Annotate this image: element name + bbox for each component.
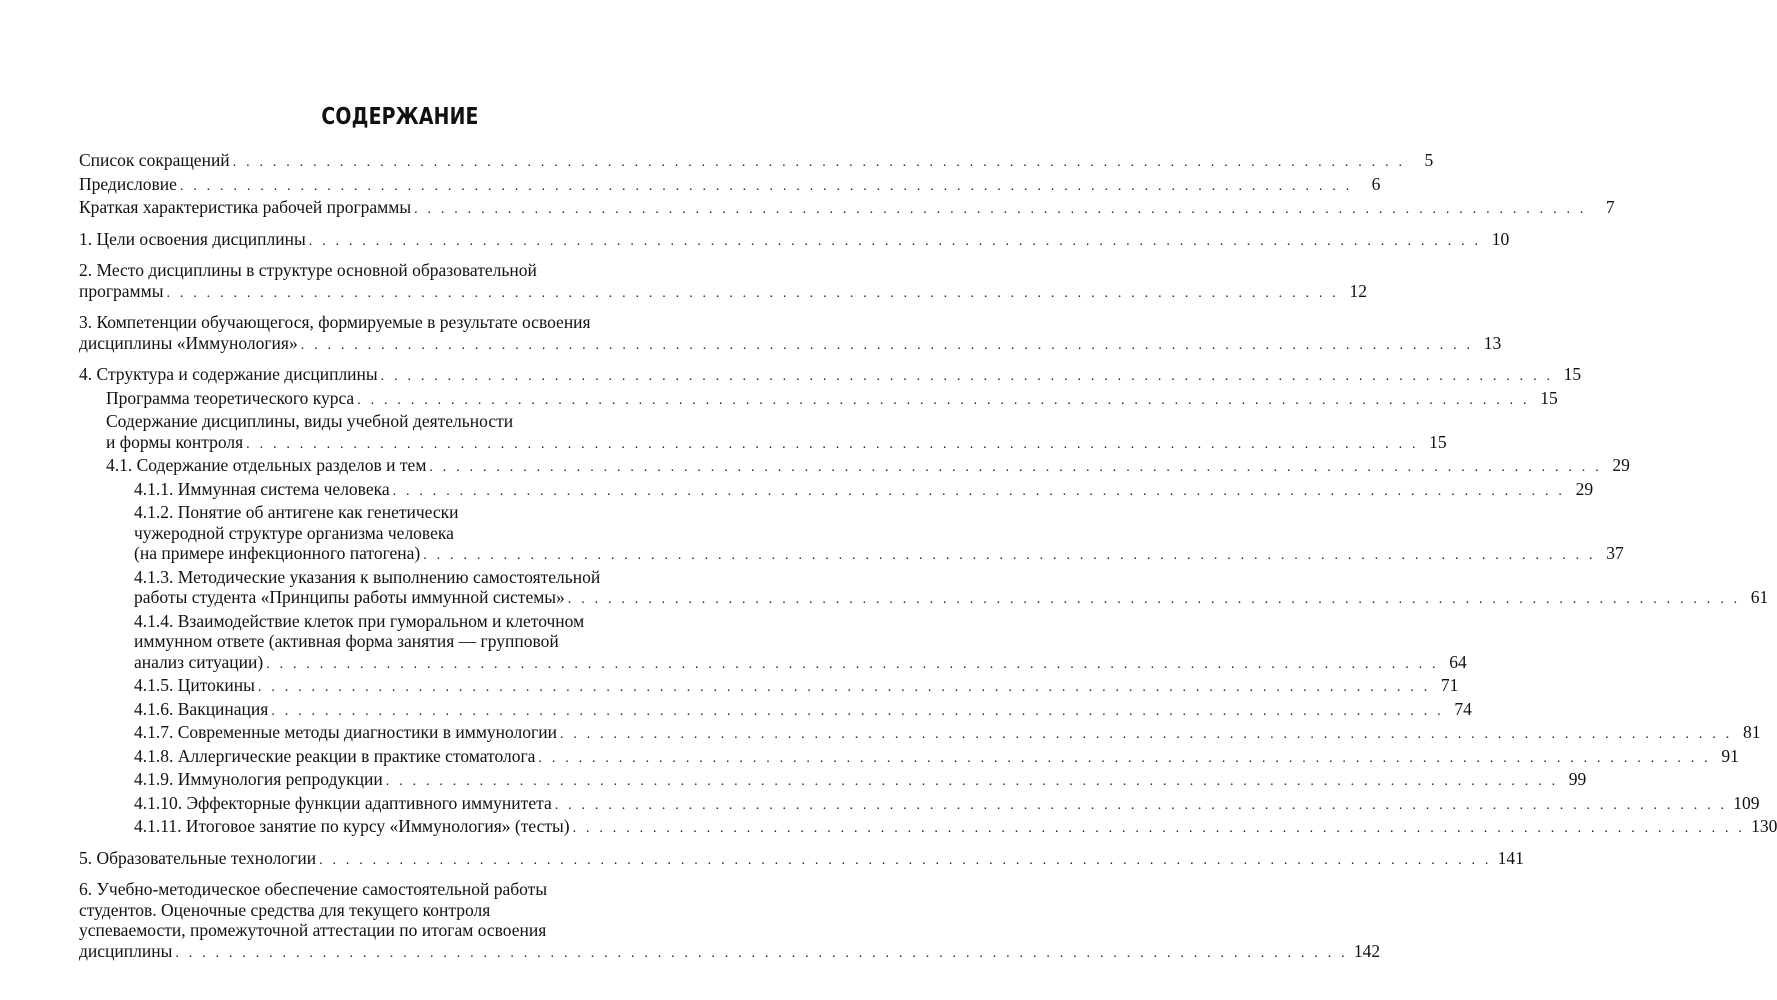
leader-dots: . . . . . . . . . . . . . . . . . . . . . . . . . . . . . . . . . . . . . . . . . . . . . . . . . . . . . . . . . . . . . . . . . . . . . . . . . . . . . . . . . . . . . . . . [554, 797, 1728, 813]
toc-entry-title: 4.1.7. Современные методы диагностики в иммунологии [134, 722, 557, 742]
toc-entry-title: и формы контроля [106, 431, 244, 452]
toc-entry-preface[interactable] [79, 173, 1381, 198]
spacer [79, 871, 712, 879]
toc-entry-title: 4.1.6. Вакцинация [134, 698, 269, 719]
toc-page-number: 13 [1483, 332, 1502, 353]
toc-entry-title: работы студента «Принципы работы иммунной системы» [134, 587, 565, 607]
toc-entry-4-1-7[interactable] [79, 722, 1761, 746]
leader-dots: . . . . . . . . . . . . . . . . . . . . . . . . . . . . . . . . . . . . . . . . . . . . . . . . . . . . . . . . . . . . . . . . . . . . . . . . . . . . . . . . . . . . . . . . [266, 656, 1439, 672]
toc-entry-line: 6. Учебно-методическое обеспечение самостоятельной работы [79, 879, 548, 899]
toc-page-number: 37 [1606, 543, 1624, 563]
leader-dots: . . . . . . . . . . . . . . . . . . . . . . . . . . . . . . . . . . . . . . . . . . . . . . . . . . . . . . . . . . . . . . . . . . . . . . . . . . . . . . . . . . . . . . . . [300, 337, 1474, 353]
toc-entry-line: чужеродной структуре организма человека [134, 522, 454, 543]
toc-entry-title: 4.1.9. Иммунология репродукции [134, 769, 383, 789]
toc-entry-line: студентов. Оценочные средства для текущего контроля [79, 899, 491, 920]
toc-entry-section-2[interactable] [79, 260, 1367, 304]
toc-page-number: 130 [1751, 816, 1777, 836]
toc-page-number: 15 [1540, 387, 1558, 408]
toc-entry-abbreviations[interactable] [79, 150, 1434, 174]
toc-entry-title: анализ ситуации) [134, 651, 264, 672]
toc-entry-line: 4.1.3. Методические указания к выполнению самостоятельной [134, 566, 601, 587]
leader-dots: . . . . . . . . . . . . . . . . . . . . . . . . . . . . . . . . . . . . . . . . . . . . . . . . . . . . . . . . . . . . . . . . . . . . . . . . . . . . . . . . . . . . . . . . [257, 680, 1431, 695]
toc-entry-title: Список сокращений [79, 150, 230, 170]
toc-entry-title: дисциплины «Иммунология» [79, 332, 298, 353]
toc-entry-title: 4.1.11. Итоговое занятие по курсу «Иммунология» (тесты) [134, 816, 570, 836]
toc-page-number: 61 [1750, 587, 1769, 607]
leader-dots: . . . . . . . . . . . . . . . . . . . . . . . . . . . . . . . . . . . . . . . . . . . . . . . . . . . . . . . . . . . . . . . . . . . . . . . . . . . . . . . . . . . . . . . . [271, 703, 1444, 719]
leader-dots: . . . . . . . . . . . . . . . . . . . . . . . . . . . . . . . . . . . . . . . . . . . . . . . . . . . . . . . . . . . . . . . . . . . . . . . . . . . . . . . . . . . . . . . . [538, 750, 1711, 766]
toc-entry-title: 4.1.5. Цитокины [134, 675, 255, 695]
toc-page-number: 99 [1568, 769, 1587, 789]
toc-entry-4-1-10[interactable] [79, 792, 1760, 817]
leader-dots: . . . . . . . . . . . . . . . . . . . . . . . . . . . . . . . . . . . . . . . . . . . . . . . . . . . . . . . . . . . . . . . . . . . . . . . . . . . . . . . . . . . . . . . . [385, 774, 1559, 789]
toc-page-number: 29 [1612, 455, 1630, 475]
toc-page-number: 15 [1429, 431, 1447, 452]
leader-dots: . . . . . . . . . . . . . . . . . . . . . . . . . . . . . . . . . . . . . . . . . . . . . . . . . . . . . . . . . . . . . . . . . . . . . . . . . . . . . . . . . . . . . . . . [423, 548, 1596, 563]
toc-entry-4-1-2[interactable] [79, 502, 1624, 567]
toc-page-number: 74 [1454, 698, 1472, 719]
toc-page-number: 10 [1491, 228, 1510, 249]
toc-page-number: 6 [1371, 173, 1381, 194]
leader-dots: . . . . . . . . . . . . . . . . . . . . . . . . . . . . . . . . . . . . . . . . . . . . . . . . . . . . . . . . . . . . . . . . . . . . . . . . . . . . . . . . . . . . . . . . [392, 483, 1566, 499]
toc-entry-title: Предисловие [79, 173, 177, 194]
leader-dots: . . . . . . . . . . . . . . . . . . . . . . . . . . . . . . . . . . . . . . . . . . . . . . . . . . . . . . . . . . . . . . . . . . . . . . . . . . . . . . . . . . . . . . . . [166, 285, 1339, 301]
spacer [79, 304, 712, 312]
toc-entry-title: 4.1.1. Иммунная система человека [134, 478, 390, 499]
toc-entry-section-3[interactable] [79, 312, 1502, 356]
toc-entry-title: дисциплины [79, 940, 173, 961]
leader-dots: . . . . . . . . . . . . . . . . . . . . . . . . . . . . . . . . . . . . . . . . . . . . . . . . . . . . . . . . . . . . . . . . . . . . . . . . . . . . . . . . . . . . . . . . [308, 233, 1482, 249]
table-of-contents [79, 150, 1777, 964]
toc-entry-title: 4.1.10. Эффекторные функции адаптивного иммунитета [134, 792, 552, 813]
leader-dots: . . . . . . . . . . . . . . . . . . . . . . . . . . . . . . . . . . . . . . . . . . . . . . . . . . . . . . . . . . . . . . . . . . . . . . . . . . . . . . . . . . . . . . . . [572, 821, 1746, 836]
toc-entry-theory-program[interactable] [79, 387, 1558, 412]
leader-dots: . . . . . . . . . . . . . . . . . . . . . . . . . . . . . . . . . . . . . . . . . . . . . . . . . . . . . . . . . . . . . . . . . . . . . . . . . . . . . . . . . . . . . . . . [357, 392, 1530, 408]
toc-entry-title: 4. Структура и содержание дисциплины [79, 364, 378, 384]
toc-page-number: 7 [1605, 197, 1615, 217]
toc-page-number: 141 [1497, 847, 1524, 868]
toc-entry-section-1[interactable] [79, 228, 1510, 253]
leader-dots: . . . . . . . . . . . . . . . . . . . . . . . . . . . . . . . . . . . . . . . . . . . . . . . . . . . . . . . . . . . . . . . . . . . . . . . . . . . . . . . . . . . . . . . . [319, 852, 1492, 868]
toc-entry-section-6[interactable] [79, 879, 1381, 964]
toc-page-number: 12 [1349, 280, 1367, 301]
toc-entry-title: Краткая характеристика рабочей программы [79, 197, 412, 217]
toc-entry-section-5[interactable] [79, 847, 1524, 872]
toc-entry-title: 4.1.8. Аллергические реакции в практике стоматолога [134, 745, 536, 766]
toc-entry-discipline-content[interactable] [79, 411, 1447, 455]
toc-entry-line: 4.1.2. Понятие об антигене как генетически [134, 502, 459, 522]
toc-entry-4-1-6[interactable] [79, 698, 1472, 723]
toc-entry-title: 4.1. Содержание отдельных разделов и тем [106, 455, 427, 475]
toc-entry-title: 5. Образовательные технологии [79, 847, 317, 868]
toc-entry-line: иммунном ответе (активная форма занятия — групповой [134, 631, 559, 651]
toc-entry-title: Программа теоретического курса [106, 387, 355, 408]
leader-dots: . . . . . . . . . . . . . . . . . . . . . . . . . . . . . . . . . . . . . . . . . . . . . . . . . . . . . . . . . . . . . . . . . . . . . . . . . . . . . . . . . . . . . . . . [559, 727, 1733, 742]
leader-dots: . . . . . . . . . . . . . . . . . . . . . . . . . . . . . . . . . . . . . . . . . . . . . . . . . . . . . . . . . . . . . . . . . . . . . . . . . . . . . . . . . . . . . . . . [380, 369, 1554, 384]
toc-entry-title: (на примере инфекционного патогена) [134, 543, 421, 563]
toc-entry-line: Содержание дисциплины, виды учебной деятельности [106, 411, 514, 431]
leader-dots: . . . . . . . . . . . . . . . . . . . . . . . . . . . . . . . . . . . . . . . . . . . . . . . . . . . . . . . . . . . . . . . . . . . . . . . . . . . . . . . . . . . . . . . . [179, 178, 1353, 194]
toc-entry-4-1-1[interactable] [79, 478, 1594, 503]
spacer [79, 252, 712, 260]
toc-entry-line: успеваемости, промежуточной аттестации по итогам освоения [79, 920, 547, 940]
toc-entry-line: 3. Компетенции обучающегося, формируемые в результате освоения [79, 312, 591, 332]
spacer [79, 356, 712, 364]
leader-dots: . . . . . . . . . . . . . . . . . . . . . . . . . . . . . . . . . . . . . . . . . . . . . . . . . . . . . . . . . . . . . . . . . . . . . . . . . . . . . . . . . . . . . . . . [232, 155, 1406, 170]
toc-entry-4-1-3[interactable] [79, 566, 1769, 611]
leader-dots: . . . . . . . . . . . . . . . . . . . . . . . . . . . . . . . . . . . . . . . . . . . . . . . . . . . . . . . . . . . . . . . . . . . . . . . . . . . . . . . . . . . . . . . . [246, 436, 1419, 452]
toc-entry-4-1[interactable] [79, 455, 1630, 479]
toc-page-number: 109 [1733, 792, 1760, 813]
toc-entry-4-1-11[interactable] [79, 816, 1777, 840]
toc-page-number: 5 [1424, 150, 1434, 170]
toc-entry-4-1-4[interactable] [79, 610, 1467, 676]
leader-dots: . . . . . . . . . . . . . . . . . . . . . . . . . . . . . . . . . . . . . . . . . . . . . . . . . . . . . . . . . . . . . . . . . . . . . . . . . . . . . . . . . . . . . . . . [175, 945, 1348, 961]
toc-page-number: 142 [1353, 940, 1381, 961]
leader-dots: . . . . . . . . . . . . . . . . . . . . . . . . . . . . . . . . . . . . . . . . . . . . . . . . . . . . . . . . . . . . . . . . . . . . . . . . . . . . . . . . . . . . . . . . [567, 592, 1741, 607]
leader-dots: . . . . . . . . . . . . . . . . . . . . . . . . . . . . . . . . . . . . . . . . . . . . . . . . . . . . . . . . . . . . . . . . . . . . . . . . . . . . . . . . . . . . . . . . [429, 460, 1602, 475]
toc-entry-program-summary[interactable] [79, 197, 1615, 221]
toc-page-number: 29 [1575, 478, 1594, 499]
toc-entry-title: 1. Цели освоения дисциплины [79, 228, 306, 249]
toc-page-number: 15 [1563, 364, 1582, 384]
toc-entry-line: 2. Место дисциплины в структуре основной образовательной [79, 260, 537, 280]
page-title: СОДЕРЖАНИЕ [321, 104, 479, 130]
toc-entry-line: 4.1.4. Взаимодействие клеток при гуморальном и клеточном [134, 610, 585, 631]
toc-entry-4-1-8[interactable] [79, 745, 1739, 770]
toc-page-number: 71 [1440, 675, 1459, 695]
toc-entry-section-4[interactable] [79, 364, 1582, 388]
toc-entry-4-1-9[interactable] [79, 769, 1587, 793]
spacer [79, 840, 712, 848]
toc-page-number: 81 [1742, 722, 1761, 742]
leader-dots: . . . . . . . . . . . . . . . . . . . . . . . . . . . . . . . . . . . . . . . . . . . . . . . . . . . . . . . . . . . . . . . . . . . . . . . . . . . . . . . . . . . . . . . . [414, 202, 1587, 217]
toc-page-number: 91 [1721, 745, 1739, 766]
toc-page-number: 64 [1449, 651, 1467, 672]
spacer [79, 221, 712, 229]
toc-entry-4-1-5[interactable] [79, 675, 1459, 699]
toc-entry-title: программы [79, 280, 164, 301]
